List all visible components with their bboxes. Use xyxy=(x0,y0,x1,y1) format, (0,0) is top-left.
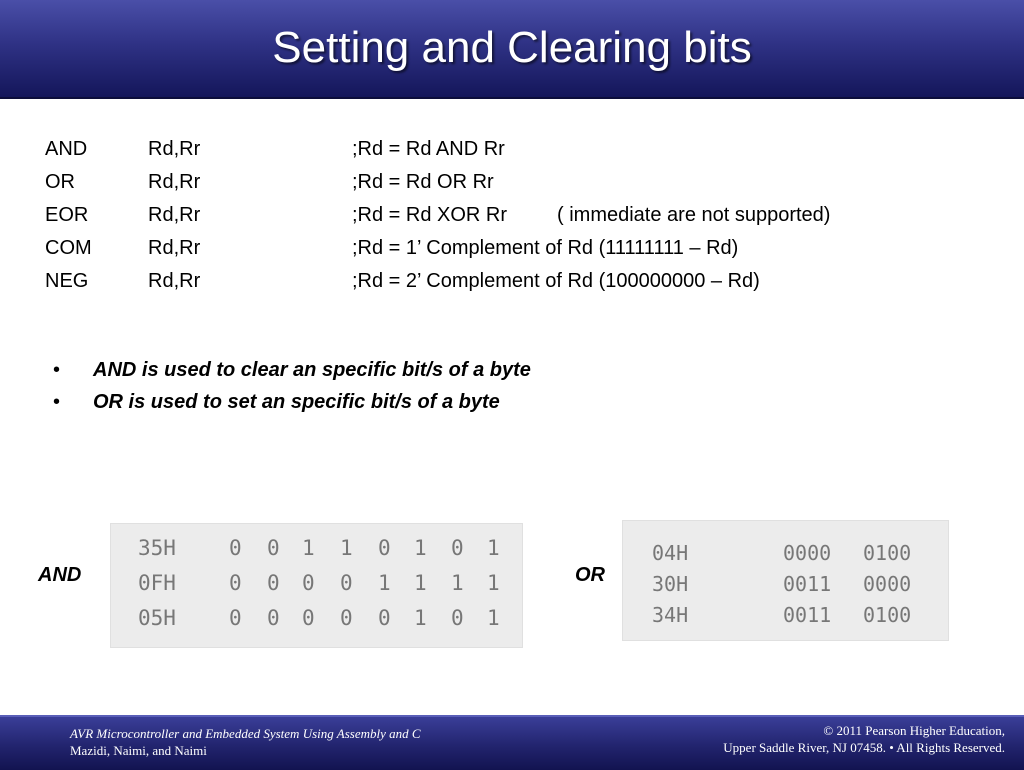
bit-cell: 0 xyxy=(340,606,353,630)
bullet-text: AND is used to clear an specific bit/s of a byte xyxy=(93,359,531,381)
instruction-operands: Rd,Rr xyxy=(148,270,201,292)
hex-value: 35H xyxy=(138,536,176,560)
bit-cell: 0 xyxy=(302,606,315,630)
bit-cell: 1 xyxy=(487,606,500,630)
title-bar xyxy=(0,0,1024,99)
bit-cell: 1 xyxy=(378,571,391,595)
bit-cell: 0 xyxy=(267,536,280,560)
table-row xyxy=(623,538,948,568)
hex-value: 34H xyxy=(652,603,689,627)
hex-value: 0FH xyxy=(138,571,176,595)
bullet-marker: • xyxy=(53,359,61,381)
bit-cell: 1 xyxy=(487,536,500,560)
bit-cell: 0 xyxy=(378,536,391,560)
and-example-table xyxy=(110,523,523,648)
footer-authors: Mazidi, Naimi, and Naimi xyxy=(70,743,207,758)
instruction-operands: Rd,Rr xyxy=(148,237,201,259)
and-example-label: AND xyxy=(38,564,82,586)
or-example-label: OR xyxy=(575,564,605,586)
low-nibble: 0100 xyxy=(863,603,912,627)
high-nibble: 0011 xyxy=(783,603,832,627)
instruction-comment: ;Rd = Rd OR Rr xyxy=(352,171,494,193)
table-row xyxy=(623,569,948,599)
high-nibble: 0011 xyxy=(783,572,832,596)
bit-cell: 0 xyxy=(378,606,391,630)
bit-cell: 1 xyxy=(451,571,464,595)
table-row xyxy=(111,533,522,563)
instruction-operands: Rd,Rr xyxy=(148,204,201,226)
low-nibble: 0100 xyxy=(863,541,912,565)
instruction-comment: ;Rd = Rd XOR Rr xyxy=(352,204,508,226)
or-example-table xyxy=(622,520,949,641)
low-nibble: 0000 xyxy=(863,572,912,596)
footer-copyright-line: © 2011 Pearson Higher Education, xyxy=(823,723,1005,738)
bit-cell: 0 xyxy=(340,571,353,595)
bit-cell: 0 xyxy=(302,571,315,595)
hex-value: 04H xyxy=(652,541,689,565)
instruction-opcode: EOR xyxy=(45,204,89,226)
instruction-comment: ;Rd = Rd AND Rr xyxy=(352,138,505,160)
footer-book-title: AVR Microcontroller and Embedded System Using Assembly and C xyxy=(70,726,421,741)
table-row xyxy=(111,603,522,633)
bit-cell: 1 xyxy=(487,571,500,595)
footer-copyright xyxy=(723,722,1005,756)
instruction-operands: Rd,Rr xyxy=(148,171,201,193)
bit-cell: 1 xyxy=(340,536,353,560)
bit-cell: 0 xyxy=(267,606,280,630)
bullet-text: OR is used to set an specific bit/s of a byte xyxy=(93,391,500,413)
table-row xyxy=(111,568,522,598)
slide-title: Setting and Clearing bits xyxy=(272,23,752,72)
footer-bar xyxy=(0,715,1024,770)
instruction-comment: ;Rd = 2’ Complement of Rd (100000000 – Rd) xyxy=(352,270,760,292)
instruction-operands: Rd,Rr xyxy=(148,138,201,160)
bit-cell: 1 xyxy=(414,606,427,630)
instruction-opcode: OR xyxy=(45,171,75,193)
instruction-opcode: AND xyxy=(45,138,88,160)
hex-value: 30H xyxy=(652,572,689,596)
footer-rights-line: Upper Saddle River, NJ 07458. • All Rights Reserved. xyxy=(723,740,1005,755)
footer-book-info xyxy=(70,725,421,759)
bit-cell: 1 xyxy=(414,571,427,595)
bit-cell: 0 xyxy=(229,606,242,630)
bullet-marker: • xyxy=(53,391,61,413)
bit-cell: 1 xyxy=(302,536,315,560)
high-nibble: 0000 xyxy=(783,541,832,565)
instruction-opcode: COM xyxy=(45,237,92,259)
instruction-comment: ;Rd = 1’ Complement of Rd (11111111 – Rd) xyxy=(352,237,739,259)
bit-cell: 0 xyxy=(267,571,280,595)
bit-cell: 1 xyxy=(414,536,427,560)
hex-value: 05H xyxy=(138,606,176,630)
bit-cell: 0 xyxy=(451,536,464,560)
bit-cell: 0 xyxy=(229,536,242,560)
instruction-note: ( immediate are not supported) xyxy=(557,204,831,226)
table-row xyxy=(623,600,948,630)
bit-cell: 0 xyxy=(451,606,464,630)
instruction-opcode: NEG xyxy=(45,270,89,292)
bit-cell: 0 xyxy=(229,571,242,595)
